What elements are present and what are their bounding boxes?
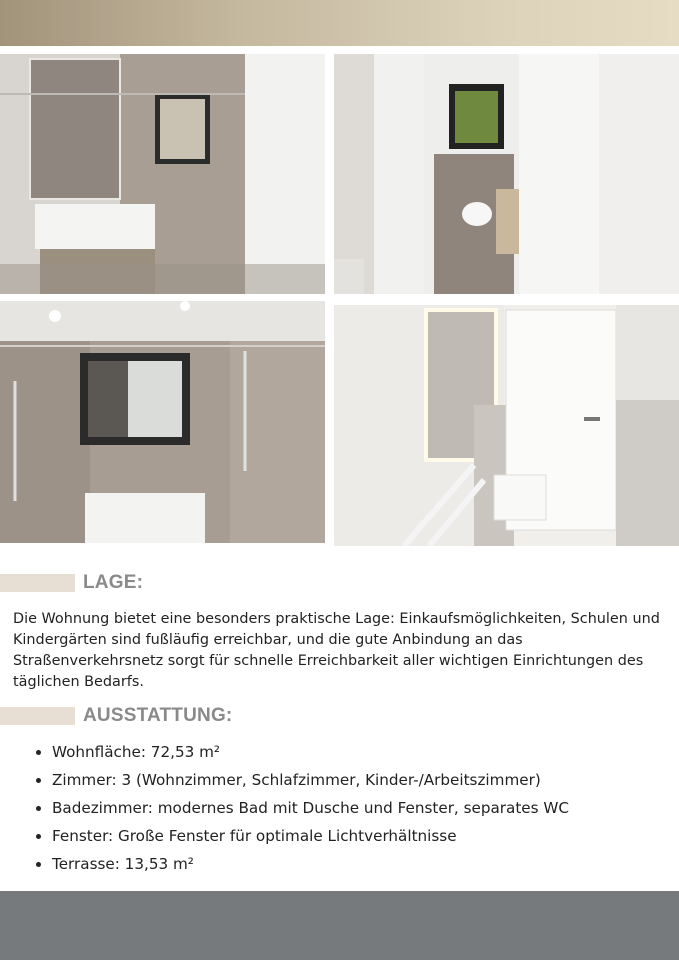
footer-band (0, 891, 679, 960)
list-item: • Wohnfläche: 72,53 m² (52, 738, 569, 766)
ausstattung-heading: AUSSTATTUNG: (83, 705, 233, 726)
list-item: • Badezimmer: modernes Bad mit Dusche und Fenster, separates WC (52, 794, 569, 822)
ausstattung-accent-bar (0, 707, 75, 725)
ausstattung-list (32, 738, 569, 878)
header-band (0, 0, 679, 46)
lage-accent-bar (0, 574, 75, 592)
list-item: • Zimmer: 3 (Wohnzimmer, Schlafzimmer, Kinder-/Arbeitszimmer) (52, 766, 569, 794)
list-item: • Terrasse: 13,53 m² (52, 850, 569, 878)
wc-mirror-sink-photo (334, 305, 679, 546)
lage-description: Die Wohnung bietet eine besonders praktische Lage: Einkaufsmöglichkeiten, Schulen und Kindergärten sind fußläufig erreichbar, und die gute Anbindung an das Straßenverkehrsnetz sorgt für schnelle Erreichbarkeit aller wichtigen Einrichtungen des täglichen Bedarfs. (13, 611, 660, 690)
list-item: • Fenster: Große Fenster für optimale Lichtverhältnisse (52, 822, 569, 850)
walk-in-shower-photo (0, 301, 325, 543)
lage-heading: LAGE: (83, 572, 144, 593)
guest-wc-photo (334, 54, 679, 294)
bathroom-vanity-photo (0, 54, 325, 294)
